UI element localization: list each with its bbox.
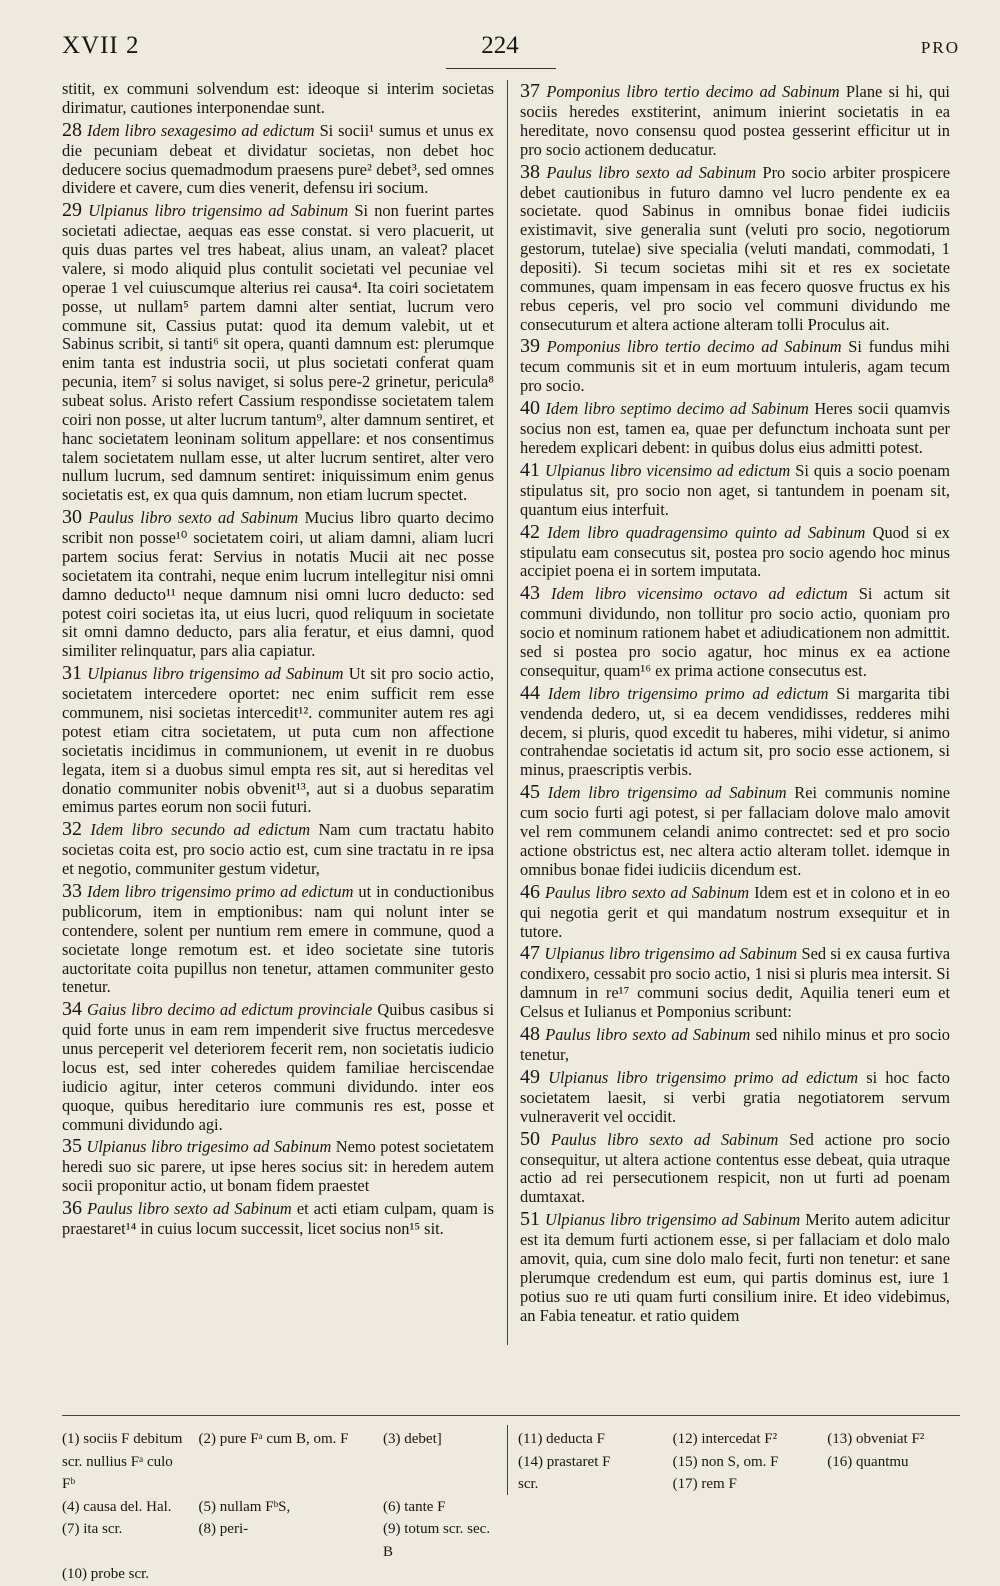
fragment-number: 39 xyxy=(520,335,540,358)
fragment-number: 29 xyxy=(62,199,82,222)
fragment-text: Quod si ex stipulatu eam consecutus sit, postea pro socio agendo hoc minus accipiet poena ei in sortem imputata. xyxy=(520,522,950,581)
right-column xyxy=(520,80,950,1405)
footnote: (5) nullam FᵇS, xyxy=(198,1498,291,1515)
header-right: PRO xyxy=(920,38,960,57)
inscription: Ulpianus libro trigensimo ad Sabinum xyxy=(544,944,798,964)
fragment-number: 46 xyxy=(520,880,540,903)
inscription: Pomponius libro tertio decimo ad Sabinum xyxy=(546,337,842,357)
paragraph xyxy=(520,781,950,879)
header-left: XVII 2 xyxy=(62,32,140,59)
footnotes-left xyxy=(62,1428,498,1586)
fragment-number: 28 xyxy=(62,118,82,141)
inscription: Ulpianus libro trigensimo primo ad edictum xyxy=(548,1067,859,1087)
fragment-text: Plane si hi, qui sociis heredes exstiterint, animum inierint societatis in ea hereditate, novo consensu quod postea gesserint efficitur ut in pro socio actionem deducatur. xyxy=(520,82,950,159)
left-column xyxy=(62,80,494,1405)
inscription: Ulpianus libro trigesimo ad Sabinum xyxy=(86,1137,332,1157)
paragraph xyxy=(520,397,950,458)
footnote: (12) intercedat F² xyxy=(672,1431,778,1447)
inscription: Idem libro trigensimo ad Sabinum xyxy=(547,783,787,803)
fragment-text: Si actum sit communi dividundo, non tollitur pro socio actio, quoniam pro socio et nominum rationem habet et adiudicationem non admittit. sed si postea pro socio agatur, hoc minus ex ea actione consequitur, quam¹⁶ ex prima actione consecutus est. xyxy=(520,584,950,680)
fragment-text: Si non fuerint partes societati adiectae, aequas eas esse constat. si vero placuerit, ut quis duas partes vel tres habeat, alius unam, an valeat? placet valere, si modo aliquid plus contulit societati vel pecuniae vel operae 1 vel cuiuscumque alterius rei causa⁴. Ita coiri societatem posse, ut nullam⁵ partem damni alter sentiat, lucrum vero commune sit, Cassius putat: quod ita demum valebit, ut et Sabinus scribit, si tanti⁶ sit opera, quanti damnum est: plerumque enim tanta est industria socii, ut plus societati conferat quam pecunia, item⁷ si solus naviget, si solus pere-2 grinetur, pericula⁸ subeat solus. Aristo refert Cassium respondisse societatem talem coiri non posse, ut alter lucrum tantum⁹, alter damnum sentiret, et hanc societatem leoninam solitum appellare: et nos consentimus talem societatem nullam esse, ut alter lucrum sentiret, alter vero nullum lucrum, sed damnum sentiret: iniquissimum enim genus societatis est, ex qua quis damnum, non etiam lucrum spectet. xyxy=(62,201,494,505)
inscription: Idem libro sexagesimo ad edictum xyxy=(86,120,315,140)
fragment-text: Pro socio arbiter prospicere debet cautionibus in futuro damno vel lucro pendente ex ea societate. quod Sabinus in omnibus bonae fidei iudiciis existimavit, sive generalia sunt (veluti pro socio, negotiorum gestorum, tutelae) sive specialia (veluti mandati, commodati, 1 depositi). Si tecum societas mihi sit et res ex societate communes, quam impensam in eas fecero quosve fructus ex his rebus ceperis, vel pro socio vel communi dividundo me consecuturum et altera actione alteram tolli Proculus ait. xyxy=(520,162,950,334)
page-number: 224 xyxy=(481,32,519,59)
fragment-text: Si socii¹ sumus et unus ex die pecuniam debeat et dividatur societas, non debet hoc deducere socius quemadmodum praesens pure² debet³, sed omnes dividere et cavere, cum dies venerit, defensu iri socium. xyxy=(62,120,494,198)
fragment-number: 37 xyxy=(520,80,540,102)
paragraph xyxy=(520,942,950,1022)
fragment-number: 36 xyxy=(62,1197,82,1220)
fragment-text: Heres socii quamvis socius non est, tamen ea, quae per defunctum inchoata sunt per heredem explicari debent: in quibus dolus eius admitti potest. xyxy=(520,399,950,458)
inscription: Idem libro trigensimo primo ad edictum xyxy=(86,881,354,901)
footnote: (16) quantmu xyxy=(827,1453,909,1470)
header-rule xyxy=(446,68,556,69)
paragraph xyxy=(520,1023,950,1065)
inscription: Paulus libro sexto ad Sabinum xyxy=(550,1129,779,1149)
footnote-rule xyxy=(62,1415,960,1416)
inscription: Idem libro quadragensimo quinto ad Sabinum xyxy=(547,522,866,542)
paragraph xyxy=(520,582,950,680)
inscription: Idem libro secundo ad edictum xyxy=(90,820,311,840)
paragraph xyxy=(520,1208,950,1325)
inscription: Ulpianus libro vicensimo ad edictum xyxy=(545,460,791,480)
column-divider xyxy=(507,80,508,1345)
inscription: Paulus libro sexto ad Sabinum xyxy=(545,1024,751,1044)
fragment-text: Si quis a socio poenam stipulatus sit, pro socio non aget, si tantundem in poenam sit, quantum eius interfuit. xyxy=(520,460,950,519)
footnote: (10) probe scr. xyxy=(62,1566,150,1582)
paragraph xyxy=(520,521,950,582)
paragraph xyxy=(520,459,950,520)
paragraph xyxy=(62,880,494,997)
fragment-number: 51 xyxy=(520,1208,540,1231)
fragment-number: 43 xyxy=(520,582,540,605)
footnote: (8) peri- xyxy=(198,1521,249,1537)
fragment-number: 34 xyxy=(62,998,82,1021)
paragraph xyxy=(62,119,494,199)
paragraph xyxy=(62,1135,494,1196)
paragraph xyxy=(520,682,950,780)
fragment-text: Merito autem adicitur est ita demum furti actionem esse, si per fallaciam et dolo malo amovit, quia, cum sine dolo malo fecit, furti non tenetur: et sane plerumque credendum est eum, qui partis dominus est, iure 1 potius suo re uti quam furti consilium inire. Et ideo videbimus, an Fabia teneatur. et ratio quidem xyxy=(520,1210,950,1325)
footnote: (11) deducta F xyxy=(518,1431,605,1447)
paragraph xyxy=(520,161,950,335)
fragment-text: Sed actione pro socio consequitur, ut altera actione contentus esse debeat, quia utraque actio ad rei persecutionem respicit, non ut furti ad poenam dumtaxat. xyxy=(520,1129,950,1207)
fragment-text: Si margarita tibi vendenda dedero, ut, si ea decem vendidisses, redderes mihi decem, si pluris, quod excedit tu haberes, mihi videtur, si animo contrahendae societatis id actum sit, pro socio esse actionem, si minus, praescriptis verbis. xyxy=(520,683,950,780)
fragment-number: 42 xyxy=(520,520,540,543)
paragraph xyxy=(520,80,950,160)
inscription: Idem libro vicensimo octavo ad edictum xyxy=(551,584,848,604)
paragraph xyxy=(62,818,494,879)
footnote: (6) tante F xyxy=(383,1498,446,1515)
footnote-divider xyxy=(507,1425,508,1495)
fragment-text: Quibus casibus si quid forte unus in eam rem impenderit sive fructus mercedesve unus perceperit vel deteriorem fecerit rem, non societatis iudicio locus est, sed inter coheredes quidem familiae herciscendae iudicio agitur, inter ceteros communi dividundo. inter eos quoque, quibus hereditario iure communis res est, posse et communi dividundo agi. xyxy=(62,1000,494,1134)
fragment-text: ut in conductionibus publicorum, item in emptionibus: nam qui nolunt inter se contendere, solent per nuntium rem emere in commune, quod a societate longe remotum est. et ideo societate sine tutoris auctoritate coita pupillus non tenetur, attamen communiter gesto tenetur. xyxy=(62,881,494,997)
footnote: (7) ita scr. xyxy=(62,1521,123,1537)
fragment-text: Sed si ex causa furtiva condixero, cessabit pro socio actio, 1 nisi si pluris mea intersit. Si damnum in re¹⁷ communi socius dedit, Aquilia teneri eum et Celsus et Iulianus et Pomponius scribunt: xyxy=(520,944,950,1022)
footnote: (1) sociis F debitum scr. nullius Fᵃ culo Fᵇ xyxy=(62,1431,183,1492)
fragment-text: Idem est et in colono et in eo qui negotia gerit et qui mandatum nostrum exsequitur et in tutore. xyxy=(520,882,950,941)
inscription: Ulpianus libro trigensimo ad Sabinum xyxy=(87,664,344,684)
inscription: Ulpianus libro trigensimo ad Sabinum xyxy=(88,201,349,221)
footnote: scr. xyxy=(518,1476,539,1492)
footnote: (13) obveniat F² xyxy=(827,1431,925,1447)
fragment-number: 45 xyxy=(520,781,540,804)
fragment-text: Si fundus mihi tecum communis sit et in eum mortuum intuleris, agam tecum pro socio. xyxy=(520,337,950,396)
fragment-number: 41 xyxy=(520,458,540,481)
fragment-number: 40 xyxy=(520,397,540,420)
footnote: (9) totum scr. sec. B xyxy=(383,1521,491,1560)
fragment-number: 32 xyxy=(62,818,82,841)
paragraph xyxy=(520,1066,950,1127)
inscription: Gaius libro decimo ad edictum provinciale xyxy=(87,1000,373,1020)
fragment-number: 48 xyxy=(520,1022,540,1045)
fragment-text: Rei communis nomine cum socio furti agi potest, si per fallaciam dolove malo amovit vel rem communem celandi animo contrectet: sed et pro socio actione obstrictus est, nec altera actio alteram tollet. idemque in omnibus bonae fidei iudiciis dicendum est. xyxy=(520,783,950,879)
inscription: Ulpianus libro trigensimo ad Sabinum xyxy=(545,1210,801,1230)
fragment-number: 31 xyxy=(62,662,82,685)
fragment-number: 50 xyxy=(520,1127,540,1150)
fragment-number: 30 xyxy=(62,506,82,529)
paragraph xyxy=(62,80,494,118)
fragment-text: stitit, ex communi solvendum est: ideoque si interim societas dirimatur, cautiones interponendae sunt. xyxy=(62,80,494,117)
paragraph xyxy=(520,881,950,942)
fragment-text: et acti etiam culpam, quam is praestaret¹⁴ in cuius locum successit, licet socius non¹⁵ sit. xyxy=(62,1199,494,1239)
footnotes-right xyxy=(518,1428,948,1496)
paragraph xyxy=(62,199,494,505)
inscription: Paulus libro sexto ad Sabinum xyxy=(87,1199,292,1219)
inscription: Idem libro trigensimo primo ad edictum xyxy=(547,683,829,703)
inscription: Paulus libro sexto ad Sabinum xyxy=(546,162,757,182)
footnote: (3) debet] xyxy=(383,1431,442,1447)
inscription: Idem libro septimo decimo ad Sabinum xyxy=(545,399,809,419)
fragment-number: 35 xyxy=(62,1135,82,1158)
paragraph xyxy=(520,335,950,396)
fragment-text: Nemo potest societatem heredi suo sic parere, ut ipse heres socius sit: in heredem autem socii proponitur actio, ut bonam fidem praestet xyxy=(62,1137,494,1196)
fragment-text: Mucius libro quarto decimo scribit non posse¹⁰ societatem coiri, ut aliam damni, aliam lucri partem socius ferat: Servius in notatis Mucii ait nec posse societatem ita contrahi, neque enim lucrum intellegitur nisi omni damno deducto¹¹ neque damnum nisi omni lucro deducto: sed potest coiri societas ita, ut eius lucri, quod reliquum in societate sit omni damno deducto, pars alia feratur, et eius damni, quod similiter relinquatur, pars alia capiatur. xyxy=(62,508,494,661)
fragment-number: 33 xyxy=(62,879,82,902)
fragment-number: 49 xyxy=(520,1065,540,1088)
footnote: (4) causa del. Hal. xyxy=(62,1498,172,1515)
inscription: Paulus libro sexto ad Sabinum xyxy=(544,882,750,902)
footnote: (2) pure Fᵃ cum B, om. F xyxy=(198,1431,349,1447)
fragment-number: 44 xyxy=(520,681,540,704)
paragraph xyxy=(62,1197,494,1239)
fragment-text: si hoc facto societatem laesit, si verbi gratia negotiatorem servum vulneraverit vel occidit. xyxy=(520,1067,950,1126)
paragraph xyxy=(520,1128,950,1208)
paragraph xyxy=(62,998,494,1134)
footnote: (15) non S, om. F xyxy=(672,1453,779,1470)
fragment-number: 38 xyxy=(520,160,540,183)
fragment-number: 47 xyxy=(520,942,540,965)
inscription: Paulus libro sexto ad Sabinum xyxy=(88,508,299,528)
fragment-text: Nam cum tractatu habito societas coita est, pro socio actio est, cum sine tractatu in re ipsa et negotio, communiter gestum videtur, xyxy=(62,820,494,879)
fragment-text: sed nihilo minus et pro socio tenetur, xyxy=(520,1024,950,1064)
footnote: (17) rem F xyxy=(672,1476,737,1492)
fragment-text: Ut sit pro socio actio, societatem intercedere oportet: nec enim sufficit rem esse communem, nisi societas intercedit¹². communiter autem res agi potest etiam citra societatem, ut puta cum non affectione societatis incidimus in communionem, ut evenit in re duobus legata, item si a duobus simul empta res sit, aut si hereditas vel donatio communiter nobis obvenit¹³, aut si a duobus separatim emimus partes eorum non socii futuri. xyxy=(62,664,494,817)
footnote: (14) prastaret F xyxy=(518,1453,611,1470)
paragraph xyxy=(62,506,494,661)
inscription: Pomponius libro tertio decimo ad Sabinum xyxy=(546,82,840,101)
paragraph xyxy=(62,662,494,817)
